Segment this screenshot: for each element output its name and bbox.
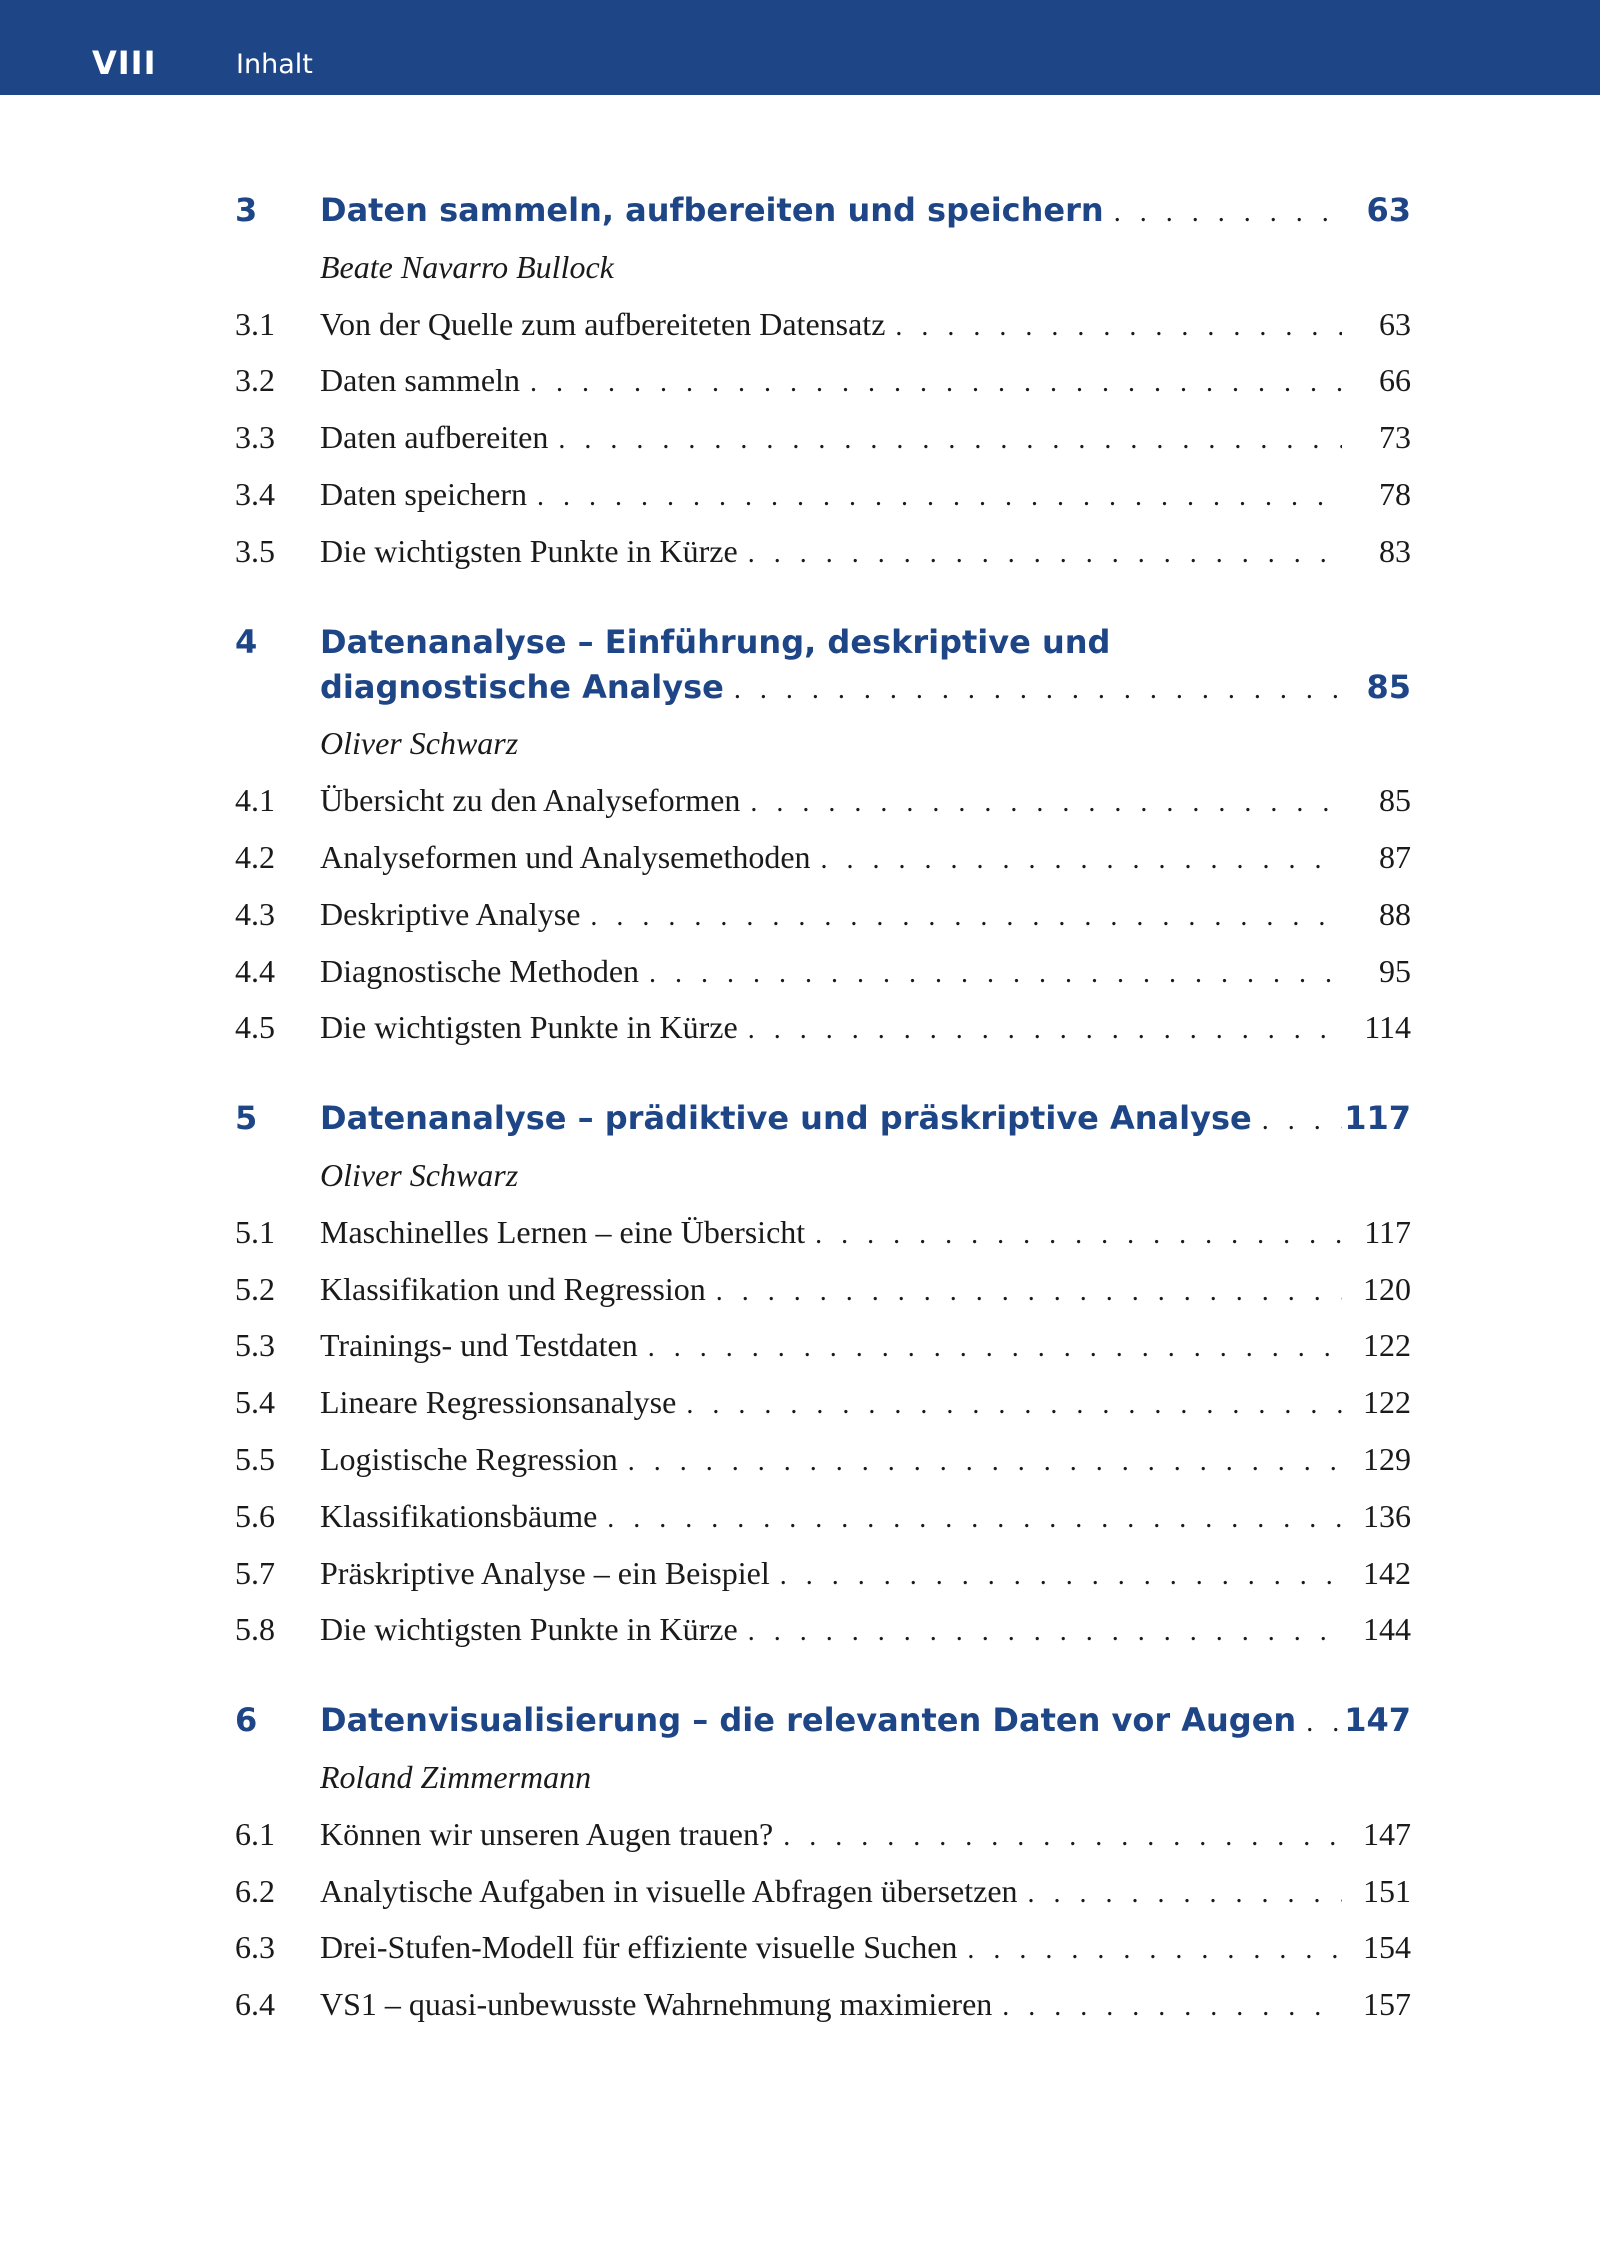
toc-entry-title: Daten speichern	[320, 476, 528, 512]
running-section-title: Inhalt	[236, 49, 313, 80]
toc-page-number: 83	[1379, 532, 1411, 569]
dot-leader	[738, 1004, 1342, 1053]
toc-page-number: 87	[1379, 839, 1411, 875]
dot-leader	[1018, 1868, 1342, 1917]
toc-author-name: Beate Navarro Bullock	[320, 248, 614, 285]
toc-section-row[interactable]	[0, 945, 1600, 997]
toc-page-number: 151	[1363, 1872, 1411, 1909]
toc-section-row[interactable]	[0, 411, 1600, 463]
toc-entry-number: 3	[235, 191, 258, 229]
toc-author-row[interactable]	[0, 241, 1600, 293]
toc-entry-number: 6	[235, 1701, 258, 1740]
toc-page-number: 117	[1364, 1213, 1411, 1250]
toc-section-row[interactable]	[0, 1319, 1600, 1371]
toc-entry-number: 5.1	[235, 1213, 275, 1250]
toc-entry-number: 4.5	[235, 1009, 275, 1046]
toc-author-row[interactable]	[0, 1149, 1600, 1201]
toc-section-row[interactable]	[0, 831, 1600, 883]
toc-author-name: Roland Zimmermann	[320, 1759, 592, 1795]
toc-entry-number: 3.1	[235, 305, 275, 342]
toc-entry-line	[320, 1433, 1342, 1485]
toc-section-row[interactable]	[0, 1206, 1600, 1258]
toc-page-number: 144	[1363, 1611, 1411, 1648]
toc-entry-title: Die wichtigsten Punkte in Kürze	[320, 532, 738, 569]
toc-entry-number: 5.2	[235, 1270, 275, 1307]
toc-entry-title: Die wichtigsten Punkte in Kürze	[320, 1611, 738, 1648]
dot-leader	[1296, 1697, 1342, 1746]
toc-entry-line	[320, 241, 1342, 293]
toc-entry-line	[320, 1603, 1342, 1655]
toc-entry-number: 6.4	[235, 1986, 275, 2023]
dot-leader	[885, 301, 1342, 350]
toc-entry-line	[320, 1149, 1342, 1201]
toc-entry-line	[320, 717, 1342, 769]
toc-page-number: 136	[1363, 1497, 1411, 1534]
toc-entry-number: 4	[235, 622, 258, 661]
toc-entry-line	[320, 1319, 1342, 1371]
toc-entry-title: diagnostische Analyse	[320, 667, 724, 706]
toc-entry-line	[320, 184, 1342, 236]
toc-entry-number: 5.3	[235, 1327, 275, 1364]
toc-entry-title: Analytische Aufgaben in visuelle Abfragen übersetzen	[320, 1872, 1018, 1909]
toc-entry-line	[320, 1376, 1342, 1428]
toc-entry-number: 5.5	[235, 1441, 275, 1477]
toc-page-number: 147	[1363, 1815, 1411, 1852]
dot-leader	[770, 1550, 1342, 1599]
toc-page-number: 147	[1344, 1701, 1411, 1740]
toc-entry-line	[320, 411, 1342, 463]
toc-page-number: 122	[1363, 1327, 1411, 1364]
dot-leader	[706, 1266, 1342, 1315]
toc-section-row[interactable]	[0, 774, 1600, 826]
toc-entry-line	[320, 945, 1342, 997]
toc-entry-line	[320, 1865, 1342, 1917]
toc-entry-title: Klassifikationsbäume	[320, 1497, 598, 1534]
toc-entry-title: Von der Quelle zum aufbereiteten Datensatz	[320, 305, 886, 342]
dot-leader	[805, 1209, 1342, 1258]
toc-section-row[interactable]	[0, 888, 1600, 940]
toc-entry-line	[320, 1263, 1342, 1315]
dot-leader	[580, 891, 1342, 940]
toc-page-number: 142	[1363, 1554, 1411, 1591]
dot-leader	[738, 528, 1342, 577]
dot-leader	[724, 664, 1342, 713]
toc-entry-title: Daten sammeln	[320, 362, 520, 399]
toc-entry-number: 5.6	[235, 1497, 275, 1534]
toc-entry-title: Drei-Stufen-Modell für effiziente visuelle Suchen	[320, 1929, 958, 1966]
toc-page-number: 154	[1363, 1929, 1411, 1966]
toc-chapter-row[interactable]	[0, 1694, 1600, 1746]
toc-page-number: 88	[1379, 895, 1411, 932]
toc-entry-title-line1: Datenanalyse – Einführung, deskriptive und	[320, 622, 1111, 661]
toc-entry-title: Datenvisualisierung – die relevanten Daten vor Augen	[320, 1701, 1297, 1740]
toc-section-row[interactable]	[0, 1433, 1600, 1485]
toc-entry-line	[320, 1921, 1342, 1973]
toc-page-number: 120	[1363, 1270, 1411, 1307]
toc-entry-title: VS1 – quasi-unbewusste Wahrnehmung maximieren	[320, 1986, 993, 2023]
toc-entry-line	[320, 525, 1342, 577]
toc-entry-line	[320, 1751, 1342, 1803]
dot-leader	[527, 471, 1342, 520]
toc-chapter-row[interactable]	[0, 661, 1600, 713]
toc-page-number: 85	[1366, 667, 1411, 706]
toc-entry-title: Deskriptive Analyse	[320, 895, 581, 932]
dot-leader	[548, 414, 1342, 463]
toc-entry-title: Lineare Regressionsanalyse	[320, 1384, 677, 1421]
toc-entry-line	[320, 1490, 1342, 1542]
toc-entry-number: 6.1	[235, 1815, 275, 1852]
dot-leader	[738, 1606, 1342, 1655]
toc-section-row[interactable]	[0, 1547, 1600, 1599]
dot-leader	[811, 834, 1342, 883]
toc-entry-line	[320, 774, 1342, 826]
toc-author-name: Oliver Schwarz	[320, 1157, 519, 1193]
toc-entry-line	[320, 298, 1342, 350]
toc-entry-line	[320, 1978, 1342, 2030]
toc-chapter-row[interactable]	[0, 184, 1600, 236]
toc-entry-line	[320, 468, 1342, 520]
toc-entry-line	[320, 831, 1342, 883]
toc-entry-number: 4.4	[235, 952, 275, 989]
toc-chapter-row[interactable]	[0, 1092, 1600, 1144]
toc-entry-number: 6.2	[235, 1872, 275, 1909]
toc-entry-line	[320, 1694, 1342, 1746]
toc-entry-line	[320, 1808, 1342, 1860]
toc-entry-number: 3.3	[235, 419, 275, 456]
dot-leader	[676, 1379, 1342, 1428]
toc-entry-line	[320, 1547, 1342, 1599]
toc-section-row[interactable]	[0, 298, 1600, 350]
toc-section-row[interactable]	[0, 1865, 1600, 1917]
dot-leader	[992, 1981, 1342, 2030]
toc-entry-number: 3.5	[235, 532, 275, 569]
toc-entry-number: 4.3	[235, 895, 275, 932]
toc-page-number: 63	[1379, 305, 1411, 342]
page-number: VIII	[92, 44, 157, 82]
toc-page-number: 114	[1364, 1009, 1411, 1046]
dot-leader	[740, 777, 1342, 826]
page-header	[0, 0, 1600, 95]
toc-page-number: 122	[1363, 1384, 1411, 1421]
toc-entry-line	[320, 1092, 1342, 1144]
toc-entry-title: Logistische Regression	[320, 1441, 618, 1477]
toc-section-row[interactable]	[0, 1490, 1600, 1542]
toc-entry-line	[320, 888, 1342, 940]
toc-entry-title: Diagnostische Methoden	[320, 952, 640, 989]
toc-entry-number: 5.7	[235, 1554, 275, 1591]
dot-leader	[520, 357, 1342, 406]
toc-section-row[interactable]	[0, 1376, 1600, 1428]
toc-author-row[interactable]	[0, 1751, 1600, 1803]
toc-entry-title: Klassifikation und Regression	[320, 1270, 706, 1307]
toc-entry-title: Die wichtigsten Punkte in Kürze	[320, 1009, 738, 1046]
toc-section-row[interactable]	[0, 1978, 1600, 2030]
dot-leader	[638, 1322, 1342, 1371]
dot-leader	[597, 1493, 1342, 1542]
dot-leader	[773, 1811, 1342, 1860]
toc-section-row[interactable]	[0, 1263, 1600, 1315]
toc-entry-title: Maschinelles Lernen – eine Übersicht	[320, 1213, 806, 1250]
toc-section-row[interactable]	[0, 1603, 1600, 1655]
toc-entry-title: Analyseformen und Analysemethoden	[320, 839, 811, 875]
toc-page-number: 95	[1379, 952, 1411, 989]
toc-entry-title: Trainings- und Testdaten	[320, 1327, 638, 1364]
toc-entry-number: 5	[235, 1099, 258, 1138]
dot-leader	[639, 948, 1342, 997]
toc-section-row[interactable]	[0, 354, 1600, 406]
toc-author-name: Oliver Schwarz	[320, 725, 519, 762]
toc-section-row[interactable]	[0, 1921, 1600, 1973]
toc-section-row[interactable]	[0, 468, 1600, 520]
toc-entry-title: Datenanalyse – prädiktive und präskriptive Analyse	[320, 1099, 1252, 1138]
toc-entry-title: Daten sammeln, aufbereiten und speichern	[320, 191, 1104, 229]
toc-entry-line	[320, 1001, 1342, 1053]
toc-page-number: 73	[1379, 419, 1411, 456]
toc-page-number: 66	[1379, 362, 1411, 399]
toc-entry-number: 3.4	[235, 476, 275, 512]
dot-leader	[957, 1924, 1342, 1973]
dot-leader	[1252, 1095, 1342, 1144]
toc-entry-number: 4.1	[235, 782, 275, 819]
toc-entry-number: 6.3	[235, 1929, 275, 1966]
toc-page-number: 117	[1344, 1099, 1411, 1138]
toc-entry-line	[320, 661, 1342, 713]
toc-entry-number: 5.8	[235, 1611, 275, 1648]
toc-section-row[interactable]	[0, 1808, 1600, 1860]
toc-entry-title: Können wir unseren Augen trauen?	[320, 1815, 774, 1852]
toc-entry-title: Präskriptive Analyse – ein Beispiel	[320, 1554, 770, 1591]
toc-section-row[interactable]	[0, 525, 1600, 577]
toc-entry-title: Übersicht zu den Analyseformen	[320, 782, 741, 819]
dot-leader	[1104, 187, 1342, 236]
dot-leader	[618, 1436, 1342, 1485]
toc-page-number: 78	[1379, 476, 1411, 512]
toc-entry-number: 3.2	[235, 362, 275, 399]
toc-entry-line	[320, 1206, 1342, 1258]
toc-section-row[interactable]	[0, 1001, 1600, 1053]
toc-page-number: 85	[1379, 782, 1411, 819]
toc-page-number: 157	[1363, 1986, 1411, 2023]
toc-entry-number: 5.4	[235, 1384, 275, 1421]
toc-page-number: 129	[1363, 1441, 1411, 1477]
toc-entry-line	[320, 354, 1342, 406]
toc-entry-number: 4.2	[235, 839, 275, 875]
toc-author-row[interactable]	[0, 717, 1600, 769]
toc-entry-title: Daten aufbereiten	[320, 419, 549, 456]
toc-page-number: 63	[1366, 191, 1411, 229]
